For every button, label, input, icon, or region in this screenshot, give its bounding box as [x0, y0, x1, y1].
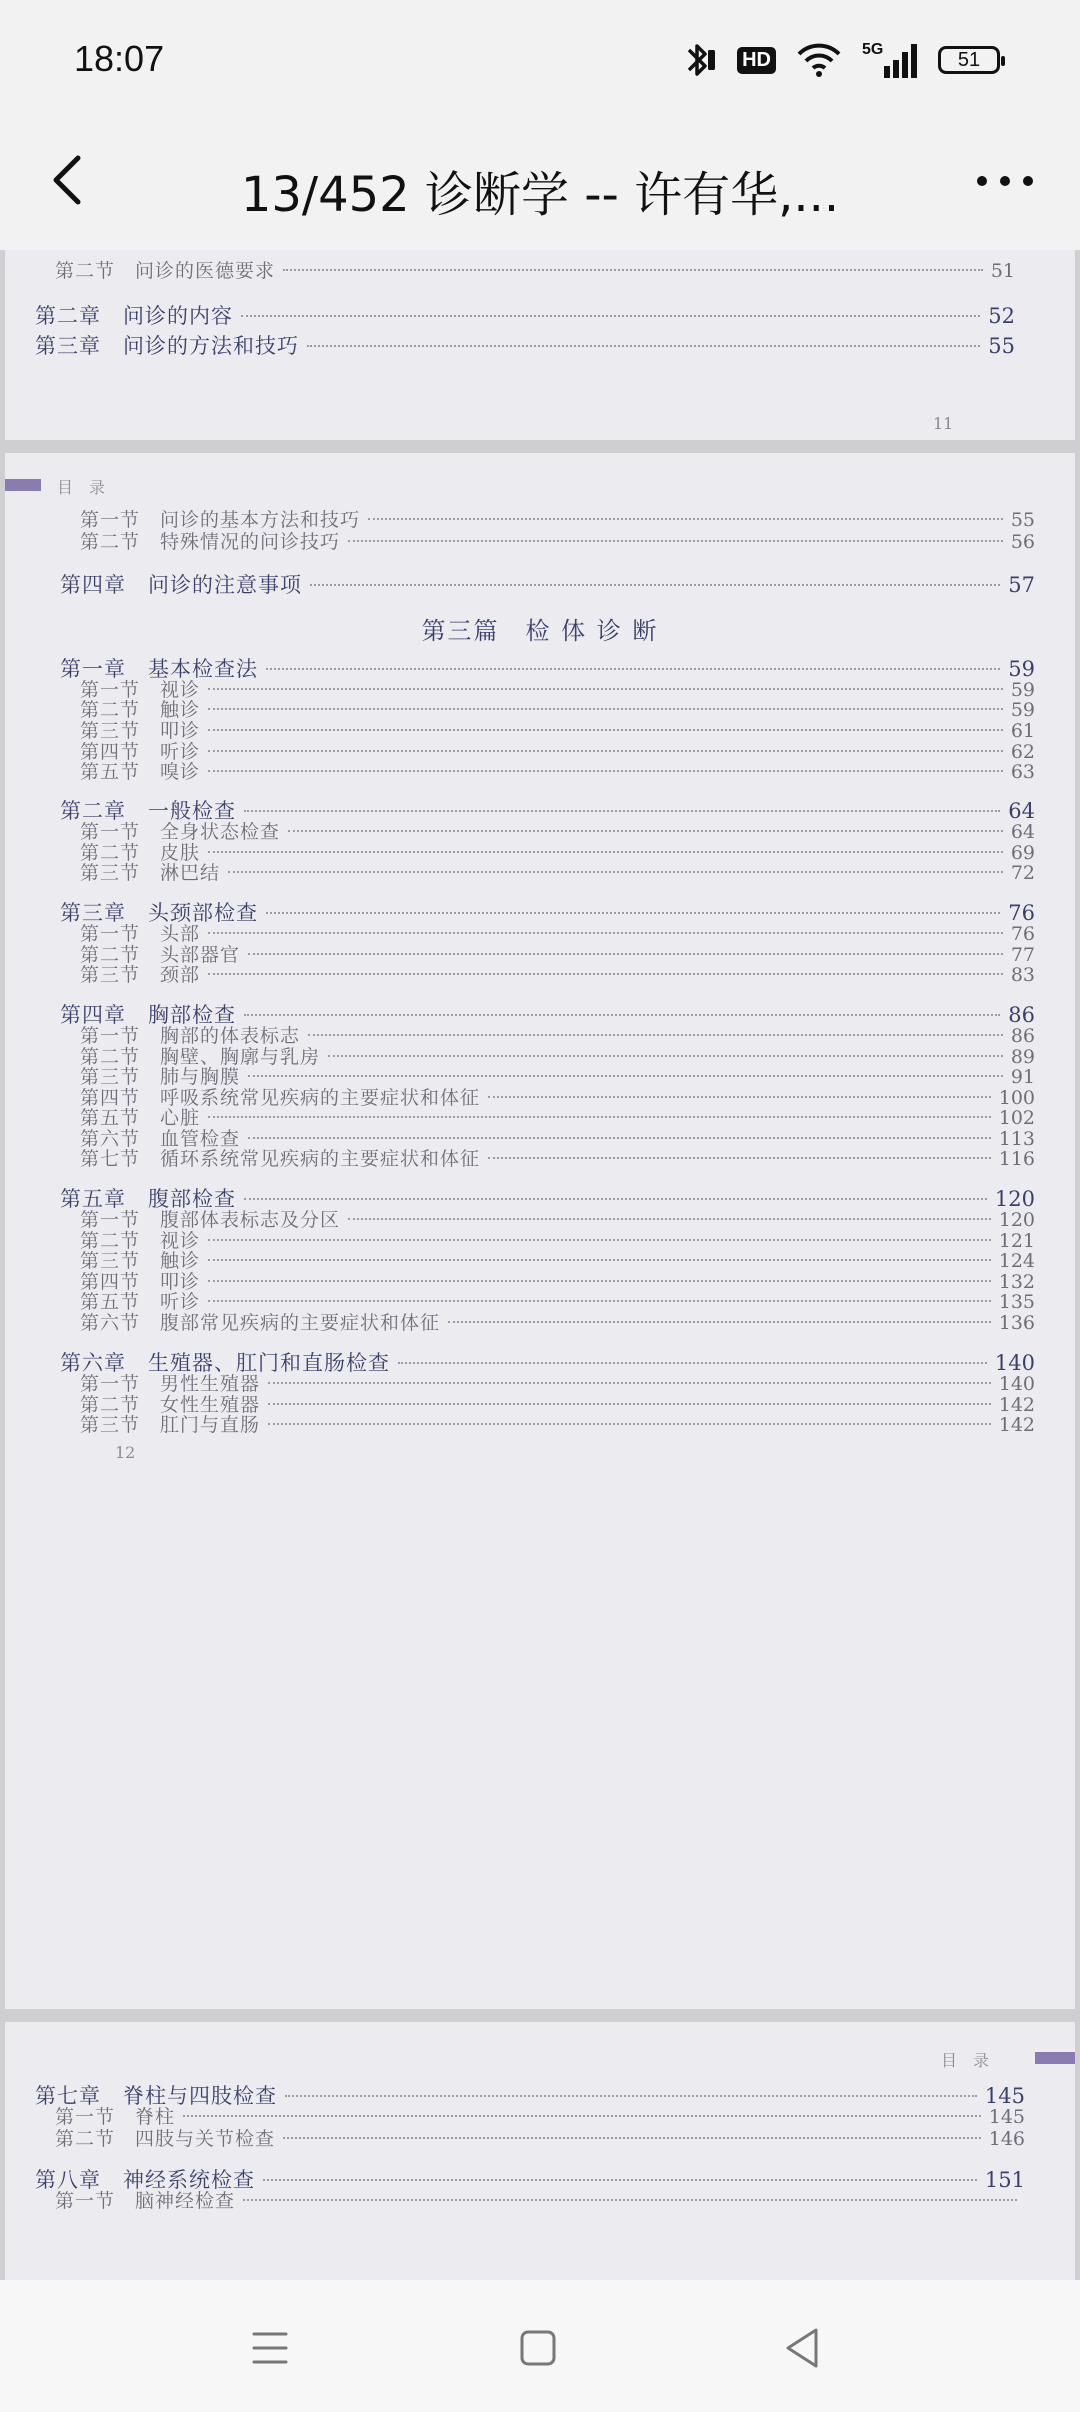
pdf-page-11 — [5, 250, 1075, 440]
toc-page: 57 — [1008, 573, 1035, 597]
status-time: 18:07 — [74, 38, 165, 79]
status-bar — [0, 0, 1080, 120]
system-nav-bar — [0, 2280, 1080, 2412]
toc-label: 第三节 颈部 — [80, 964, 201, 986]
wifi-icon — [796, 42, 842, 78]
battery-icon — [938, 46, 1000, 74]
toc-label: 第五节 听诊 — [80, 1291, 201, 1313]
toc-row[interactable] — [35, 330, 1015, 360]
toc-page: 86 — [1010, 1025, 1035, 1047]
toc-row[interactable] — [80, 1410, 1035, 1437]
toc-page: 76 — [1008, 901, 1035, 925]
toc-page: 55 — [988, 334, 1015, 358]
toc-label: 第四章 胸部检查 — [60, 1003, 236, 1027]
toc-label: 第二节 女性生殖器 — [80, 1394, 261, 1416]
toc-page: 120 — [998, 1209, 1035, 1231]
pdf-page-12 — [5, 453, 1075, 2009]
running-head: 目 录 — [57, 478, 106, 497]
bluetooth-icon — [683, 40, 717, 80]
toc-page: 136 — [998, 1312, 1035, 1334]
toc-page: 64 — [1010, 821, 1035, 843]
toc-label: 第一节 全身状态检查 — [80, 821, 281, 843]
toc-label: 第七节 循环系统常见疾病的主要症状和体征 — [80, 1148, 481, 1170]
toc-page: 121 — [998, 1230, 1035, 1252]
toc-label: 第一节 腹部体表标志及分区 — [80, 1209, 341, 1231]
toc-label: 第二节 触诊 — [80, 699, 201, 721]
toc-label: 第四节 呼吸系统常见疾病的主要症状和体征 — [80, 1087, 481, 1109]
toc-page: 59 — [1008, 657, 1035, 681]
toc-page: 61 — [1010, 720, 1035, 742]
ribbon-decoration — [5, 479, 41, 491]
page-number: 11 — [933, 414, 954, 433]
toc-page: 89 — [1010, 1046, 1035, 1068]
toc-page: 56 — [1010, 531, 1035, 553]
toc-page: 145 — [988, 2106, 1025, 2128]
toc-page: 102 — [998, 1107, 1035, 1129]
cellular-signal-icon — [862, 40, 918, 80]
toc-label: 第三章 头颈部检查 — [60, 901, 258, 925]
toc-label: 第七章 脊柱与四肢检查 — [35, 2084, 277, 2108]
toc-page: 124 — [998, 1250, 1035, 1272]
more-horizontal-icon[interactable] — [970, 156, 1040, 206]
toc-label: 第二章 一般检查 — [60, 799, 236, 823]
toc-label: 第三节 淋巴结 — [80, 862, 221, 884]
toc-page: 72 — [1010, 862, 1035, 884]
toc-page: 113 — [998, 1128, 1035, 1150]
toc-label: 第三节 肺与胸膜 — [80, 1066, 241, 1088]
toc-page: 100 — [998, 1087, 1035, 1109]
toc-row[interactable] — [60, 569, 1035, 599]
toc-page: 132 — [998, 1271, 1035, 1293]
toc-page: 116 — [998, 1148, 1035, 1170]
toc-page: 83 — [1010, 964, 1035, 986]
toc-label: 第一节 胸部的体表标志 — [80, 1025, 301, 1047]
toc-label: 第二章 问诊的内容 — [35, 304, 233, 328]
toc-page: 59 — [1010, 699, 1035, 721]
toc-page: 76 — [1010, 923, 1035, 945]
toc-label: 第五节 嗅诊 — [80, 761, 201, 783]
toc-page: 77 — [1010, 944, 1035, 966]
toc-row[interactable] — [55, 2124, 1025, 2151]
toc-page: 146 — [988, 2128, 1025, 2150]
toc-label: 第一节 头部 — [80, 923, 201, 945]
toc-label: 第一章 基本检查法 — [60, 657, 258, 681]
toc-page: 52 — [988, 304, 1015, 328]
running-head: 目 录 — [941, 2051, 990, 2070]
toc-label: 第三节 触诊 — [80, 1250, 201, 1272]
toc-page: 151 — [984, 2168, 1025, 2192]
toc-label: 第二节 特殊情况的问诊技巧 — [80, 531, 341, 553]
toc-label: 第六节 腹部常见疾病的主要症状和体征 — [80, 1312, 441, 1334]
toc-row[interactable] — [80, 757, 1035, 784]
status-icons — [683, 38, 1000, 82]
toc-row[interactable] — [80, 1144, 1035, 1171]
hd-badge: HD — [737, 47, 776, 74]
toc-label: 第一节 男性生殖器 — [80, 1373, 261, 1395]
toc-page: 145 — [984, 2084, 1025, 2108]
toc-label: 第一节 脊柱 — [55, 2106, 176, 2128]
toc-page: 64 — [1008, 799, 1035, 823]
toc-row[interactable] — [35, 300, 1015, 330]
toc-page: 142 — [998, 1414, 1035, 1436]
toc-label: 第二节 皮肤 — [80, 842, 201, 864]
battery-level: 51 — [957, 48, 981, 71]
toc-row[interactable] — [80, 960, 1035, 987]
toc-label: 第二节 头部器官 — [80, 944, 241, 966]
toc-page: 140 — [998, 1373, 1035, 1395]
ribbon-decoration — [1035, 2052, 1075, 2064]
toc-label: 第五章 腹部检查 — [60, 1187, 236, 1211]
toc-page: 142 — [998, 1394, 1035, 1416]
toc-label: 第三章 问诊的方法和技巧 — [35, 334, 299, 358]
toc-page: 91 — [1010, 1066, 1035, 1088]
toc-row[interactable] — [55, 2186, 1025, 2213]
toc-label: 第二节 四肢与关节检查 — [55, 2128, 276, 2150]
toc-page: 140 — [994, 1351, 1035, 1375]
triangle-back-icon[interactable] — [772, 2318, 832, 2378]
toc-row[interactable] — [55, 256, 1015, 283]
toc-label: 第四节 叩诊 — [80, 1271, 201, 1293]
pdf-page-13 — [5, 2022, 1075, 2280]
toc-label: 第一节 视诊 — [80, 679, 201, 701]
toc-label: 第八章 神经系统检查 — [35, 2168, 255, 2192]
toc-label: 第三节 肛门与直肠 — [80, 1414, 261, 1436]
toc-page: 63 — [1010, 761, 1035, 783]
toc-page: 135 — [998, 1291, 1035, 1313]
square-icon[interactable] — [508, 2318, 568, 2378]
toc-label: 第二节 问诊的医德要求 — [55, 260, 276, 282]
document-title: 13/452 诊断学 -- 许有华,... — [240, 167, 840, 223]
toc-label: 第四章 问诊的注意事项 — [60, 573, 302, 597]
toc-page: 59 — [1010, 679, 1035, 701]
toc-label: 第一节 问诊的基本方法和技巧 — [80, 509, 361, 531]
app-header — [0, 120, 1080, 250]
toc-page: 55 — [1010, 509, 1035, 531]
toc-label: 第五节 心脏 — [80, 1107, 201, 1129]
toc-label: 第一节 脑神经检查 — [55, 2190, 236, 2212]
toc-row[interactable] — [80, 527, 1035, 554]
toc-label: 第四节 听诊 — [80, 741, 201, 763]
toc-page: 86 — [1008, 1003, 1035, 1027]
toc-row[interactable] — [80, 858, 1035, 885]
page-number: 12 — [115, 1443, 136, 1462]
toc-row[interactable] — [80, 1308, 1035, 1335]
network-type-label: 5G — [862, 41, 884, 58]
chevron-left-icon[interactable] — [40, 150, 100, 210]
toc-label: 第六章 生殖器、肛门和直肠检查 — [60, 1351, 390, 1375]
toc-page: 69 — [1010, 842, 1035, 864]
toc-label: 第三节 叩诊 — [80, 720, 201, 742]
toc-page: 120 — [994, 1187, 1035, 1211]
toc-label: 第六节 血管检查 — [80, 1128, 241, 1150]
document-viewer[interactable] — [0, 250, 1080, 2280]
toc-page: 62 — [1010, 741, 1035, 763]
toc-label: 第二节 胸壁、胸廓与乳房 — [80, 1046, 321, 1068]
menu-lines-icon[interactable] — [240, 2318, 300, 2378]
part-heading: 第三篇 检 体 诊 断 — [421, 617, 659, 645]
toc-label: 第二节 视诊 — [80, 1230, 201, 1252]
toc-page: 51 — [990, 260, 1015, 282]
